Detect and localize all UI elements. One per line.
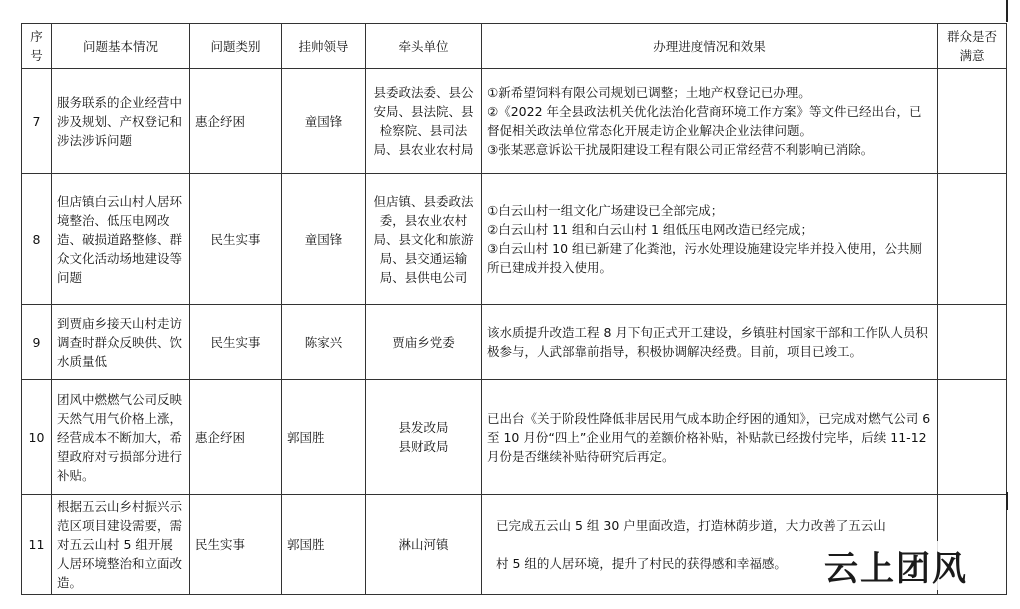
cell-problem: 服务联系的企业经营中涉及规划、产权登记和涉法涉诉问题 bbox=[52, 69, 190, 174]
header-no: 序号 bbox=[22, 24, 52, 69]
progress-line: ③白云山村 10 组已新建了化粪池，污水处理设施建设完毕并投入使用，公共厕所已建成并投入使用。 bbox=[487, 241, 923, 275]
progress-line: ①白云山村一组文化广场建设已全部完成； bbox=[487, 203, 724, 218]
cell-no: 11 bbox=[22, 495, 52, 595]
cell-no: 7 bbox=[22, 69, 52, 174]
cell-satisfied bbox=[938, 174, 1007, 305]
cell-category: 民生实事 bbox=[190, 305, 282, 380]
cell-leader: 陈家兴 bbox=[282, 305, 366, 380]
cell-progress bbox=[482, 174, 938, 305]
cell-progress bbox=[482, 380, 938, 495]
page-edge-mark-top bbox=[1006, 0, 1008, 22]
header-leader: 挂帅领导 bbox=[282, 24, 366, 69]
progress-line: 已出台《关于阶段性降低非居民用气成本助企纾困的通知》，已完成对燃气公司 6 至 10 月份“四上”企业用气的差额价格补贴，补贴款已经拨付完毕，后续 11-12 月份是否继续补贴待研究后再定。 bbox=[487, 410, 931, 464]
cell-leader: 郭国胜 bbox=[282, 495, 366, 595]
cell-category: 惠企纾困 bbox=[190, 69, 282, 174]
cell-no: 10 bbox=[22, 380, 52, 495]
cell-no: 8 bbox=[22, 174, 52, 305]
table-row bbox=[22, 380, 1007, 495]
cell-progress bbox=[482, 69, 938, 174]
cell-unit: 县发改局 县财政局 bbox=[366, 380, 482, 495]
cell-unit: 贾庙乡党委 bbox=[366, 305, 482, 380]
cell-category: 民生实事 bbox=[190, 495, 282, 595]
cell-no: 9 bbox=[22, 305, 52, 380]
cell-unit: 县委政法委、县公安局、县法院、县检察院、县司法局、县农业农村局 bbox=[366, 69, 482, 174]
progress-line: 村 5 组的人居环境，提升了村民的获得感和幸福感。 bbox=[496, 555, 787, 571]
problem-progress-table bbox=[21, 23, 1007, 595]
table-row bbox=[22, 305, 1007, 380]
header-unit: 牵头单位 bbox=[366, 24, 482, 69]
progress-line: 已完成五云山 5 组 30 户里面改造，打造林荫步道，大力改善了五云山 bbox=[496, 517, 886, 533]
progress-line: ③张某恶意诉讼干扰晟阳建设工程有限公司正常经营不利影响已消除。 bbox=[487, 142, 874, 157]
cell-problem: 团风中燃燃气公司反映天然气用气价格上涨，经营成本不断加大，希望政府对亏损部分进行补贴。 bbox=[52, 380, 190, 495]
progress-line: 该水质提升改造工程 8 月下旬正式开工建设，乡镇驻村国家干部和工作队人员积极参与，人武部靠前指导，积极协调解决经费。目前，项目已竣工。 bbox=[487, 325, 928, 359]
table-header-row bbox=[22, 24, 1007, 69]
header-problem: 问题基本情况 bbox=[52, 24, 190, 69]
header-satisfied: 群众是否满意 bbox=[938, 24, 1007, 69]
table-row bbox=[22, 69, 1007, 174]
cell-unit: 但店镇、县委政法委，县农业农村局、县文化和旅游局、县交通运输局、县供电公司 bbox=[366, 174, 482, 305]
cell-problem: 到贾庙乡接天山村走访调查时群众反映供、饮水质量低 bbox=[52, 305, 190, 380]
cell-leader: 郭国胜 bbox=[282, 380, 366, 495]
cell-unit: 淋山河镇 bbox=[366, 495, 482, 595]
header-category: 问题类别 bbox=[190, 24, 282, 69]
header-progress: 办理进度情况和效果 bbox=[482, 24, 938, 69]
cell-satisfied bbox=[938, 69, 1007, 174]
cell-satisfied bbox=[938, 380, 1007, 495]
progress-line: ①新希望饲料有限公司规划已调整；土地产权登记已办理。 bbox=[487, 85, 811, 100]
cell-progress bbox=[482, 305, 938, 380]
cell-category: 惠企纾困 bbox=[190, 380, 282, 495]
cell-leader: 童国锋 bbox=[282, 174, 366, 305]
table-row bbox=[22, 174, 1007, 305]
page-edge-mark bbox=[1006, 492, 1008, 510]
cell-problem: 根据五云山乡村振兴示范区项目建设需要，需对五云山村 5 组开展人居环境整治和立面改造。 bbox=[52, 495, 190, 595]
cell-satisfied bbox=[938, 305, 1007, 380]
watermark-logo: 云上团风 bbox=[820, 541, 972, 590]
progress-line: ②白云山村 11 组和白云山村 1 组低压电网改造已经完成； bbox=[487, 222, 813, 237]
cell-problem: 但店镇白云山村人居环境整治、低压电网改造、破损道路整修、群众文化活动场地建设等问题 bbox=[52, 174, 190, 305]
progress-line: ②《2022 年全县政法机关优化法治化营商环境工作方案》等文件已经出台，已督促相关政法单位常态化开展走访企业解决企业法律问题。 bbox=[487, 104, 922, 138]
cell-leader: 童国锋 bbox=[282, 69, 366, 174]
cell-category: 民生实事 bbox=[190, 174, 282, 305]
